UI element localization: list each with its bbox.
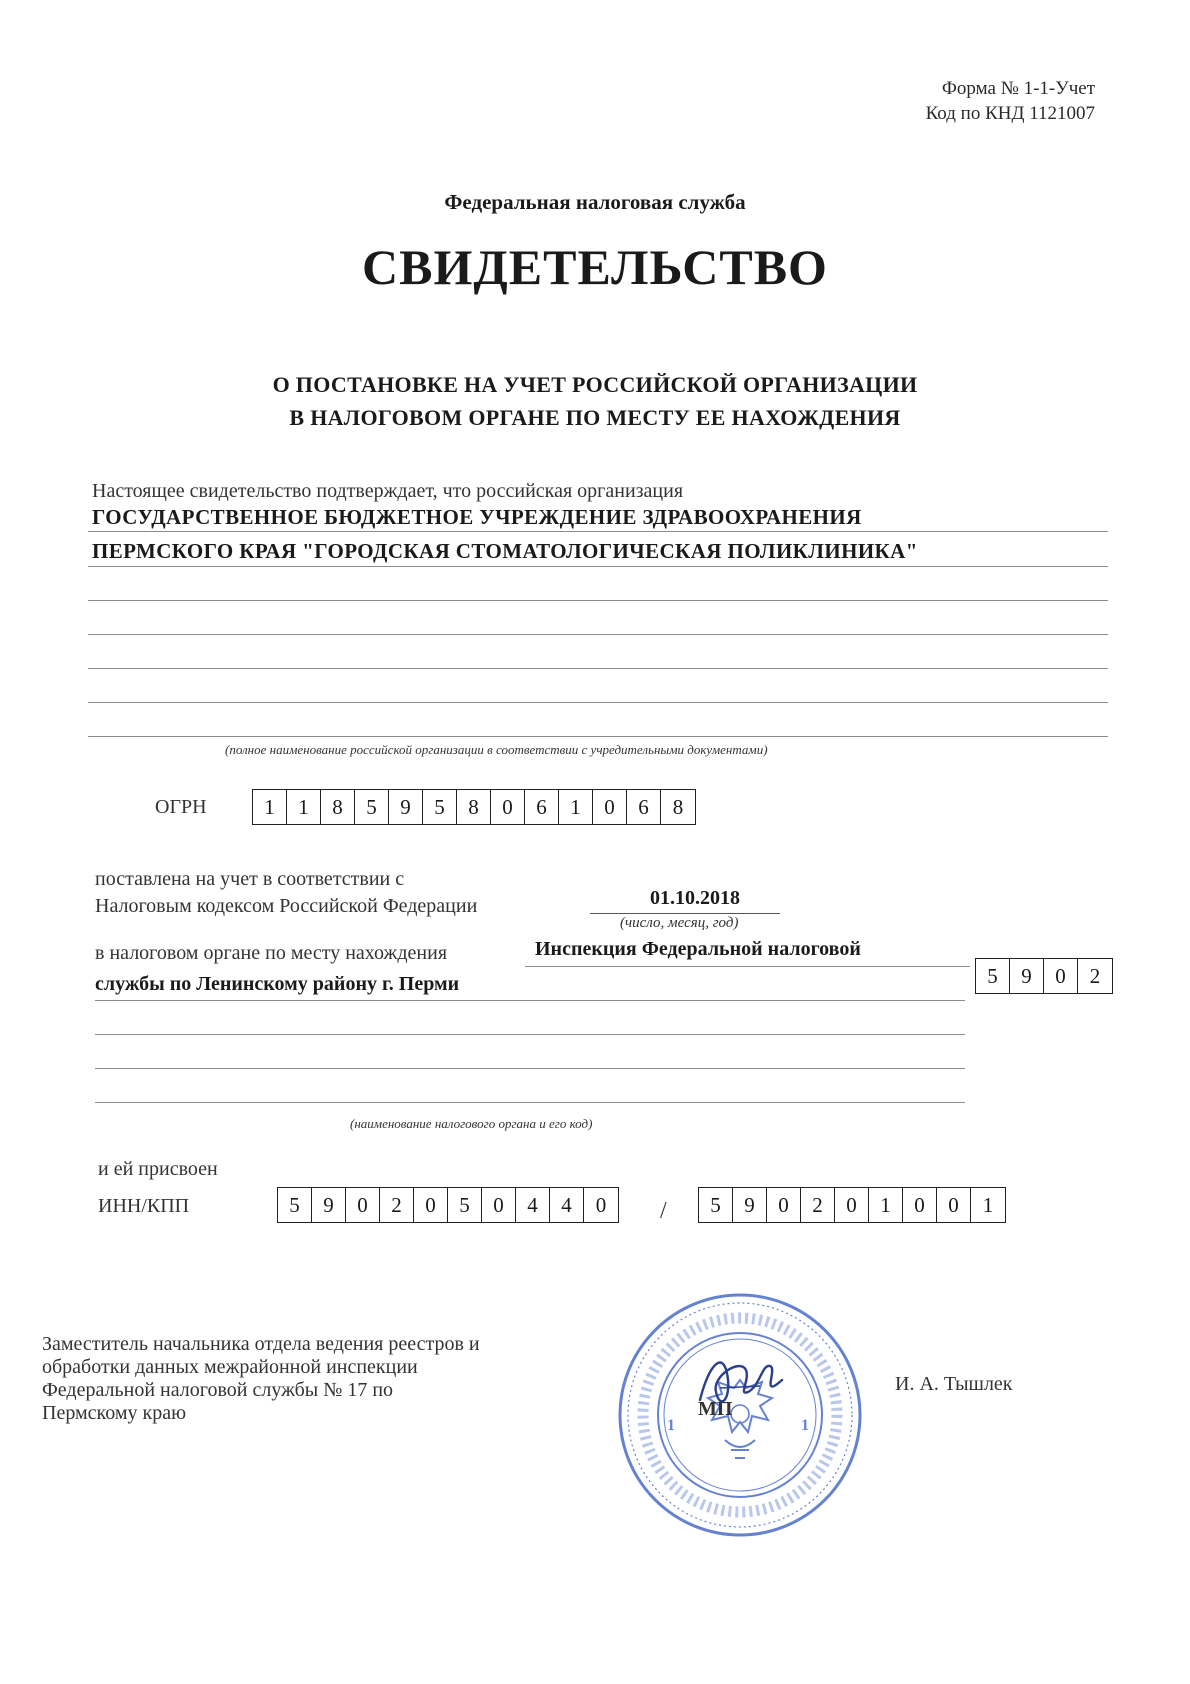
authority-name-line1: Инспекция Федеральной налоговой xyxy=(535,938,861,960)
digit-cell: 9 xyxy=(389,790,423,824)
ogrn-number xyxy=(252,789,696,825)
digit-cell: 8 xyxy=(672,794,684,819)
digit-cell: 0 xyxy=(593,790,627,824)
digit-cell: 6 xyxy=(627,790,661,824)
authority-label: в налоговом органе по месту нахождения xyxy=(95,942,448,964)
authority-caption: (наименование налогового органа и его код) xyxy=(350,1116,593,1131)
assigned-label: и ей присвоен xyxy=(98,1158,218,1180)
digit-cell: 9 xyxy=(312,1188,346,1222)
form-number: Форма № 1-1-Учет xyxy=(941,78,1095,99)
digit-cell: 1 xyxy=(559,790,593,824)
digit-cell: 6 xyxy=(525,790,559,824)
document-title: СВИДЕТЕЛЬСТВО xyxy=(362,239,828,295)
handwritten-signature xyxy=(690,1340,790,1420)
digit-cell: 5 xyxy=(278,1188,312,1222)
document-subtitle-line1: О ПОСТАНОВКЕ НА УЧЕТ РОССИЙСКОЙ ОРГАНИЗАЦИИ xyxy=(272,372,918,397)
digit-cell: 2 xyxy=(801,1188,835,1222)
digit-cell: 8 xyxy=(321,790,355,824)
signatory-position-line1: Заместитель начальника отдела ведения реестров и xyxy=(42,1333,480,1355)
digit-cell: 5 xyxy=(699,1188,733,1222)
divider xyxy=(88,668,1108,669)
digit-cell: 1 xyxy=(253,790,287,824)
divider xyxy=(88,600,1108,601)
divider xyxy=(88,531,1108,532)
digit-cell: 0 xyxy=(595,1192,607,1217)
divider xyxy=(88,566,1108,567)
digit-cell: 9 xyxy=(1010,959,1044,993)
digit-cell: 4 xyxy=(516,1188,550,1222)
divider xyxy=(88,634,1108,635)
digit-cell: 0 xyxy=(903,1188,937,1222)
digit-cell: 1 xyxy=(982,1192,994,1217)
date-underline xyxy=(590,913,780,914)
digit-cell: 5 xyxy=(423,790,457,824)
digit-cell: 1 xyxy=(287,790,321,824)
digit-cell: 0 xyxy=(414,1188,448,1222)
registration-date: 01.10.2018 xyxy=(650,887,740,909)
document-subtitle-line2: В НАЛОГОВОМ ОРГАНЕ ПО МЕСТУ ЕЕ НАХОЖДЕНИЯ xyxy=(289,405,901,430)
agency-name: Федеральная налоговая служба xyxy=(444,190,746,214)
kpp-number xyxy=(698,1187,1006,1223)
digit-cell: 4 xyxy=(550,1188,584,1222)
digit-cell: 0 xyxy=(835,1188,869,1222)
digit-cell: 0 xyxy=(937,1188,971,1222)
divider xyxy=(525,966,970,967)
intro-text: Настоящее свидетельство подтверждает, что российская организация xyxy=(92,480,684,502)
divider xyxy=(95,1000,965,1001)
signatory-position-line3: Федеральной налоговой службы № 17 по xyxy=(42,1379,394,1401)
registration-text-line2: Налоговым кодексом Российской Федерации xyxy=(95,895,478,917)
divider xyxy=(88,736,1108,737)
signatory-name: И. А. Тышлек xyxy=(895,1373,1013,1395)
digit-cell: 0 xyxy=(1044,959,1078,993)
digit-cell: 5 xyxy=(976,959,1010,993)
organization-name-caption: (полное наименование российской организации в соответствии с учредительными документами) xyxy=(225,742,768,757)
seal-digit: 1 xyxy=(801,1417,809,1434)
seal-digit: 1 xyxy=(667,1417,675,1434)
digit-cell: 1 xyxy=(869,1188,903,1222)
date-caption: (число, месяц, год) xyxy=(620,915,739,931)
stamp-place-mark: МП xyxy=(698,1398,733,1420)
authority-name-line2: службы по Ленинскому району г. Перми xyxy=(95,973,460,995)
digit-cell: 0 xyxy=(482,1188,516,1222)
authority-code xyxy=(975,958,1113,994)
inn-kpp-separator: / xyxy=(660,1198,667,1224)
digit-cell: 5 xyxy=(448,1188,482,1222)
signatory-position-line4: Пермскому краю xyxy=(42,1402,187,1424)
digit-cell: 2 xyxy=(1089,963,1101,988)
divider xyxy=(95,1068,965,1069)
divider xyxy=(95,1034,965,1035)
inn-number xyxy=(277,1187,619,1223)
digit-cell: 9 xyxy=(733,1188,767,1222)
digit-cell: 0 xyxy=(346,1188,380,1222)
digit-cell: 0 xyxy=(491,790,525,824)
ogrn-label: ОГРН xyxy=(155,796,207,818)
digit-cell: 8 xyxy=(457,790,491,824)
digit-cell: 0 xyxy=(767,1188,801,1222)
registration-text-line1: поставлена на учет в соответствии с xyxy=(95,868,405,890)
knd-code: Код по КНД 1121007 xyxy=(925,103,1095,124)
inn-kpp-label: ИНН/КПП xyxy=(98,1195,190,1217)
digit-cell: 5 xyxy=(355,790,389,824)
divider xyxy=(95,1102,965,1103)
signatory-position-line2: обработки данных межрайонной инспекции xyxy=(42,1356,418,1378)
divider xyxy=(88,702,1108,703)
organization-name-line1: ГОСУДАРСТВЕННОЕ БЮДЖЕТНОЕ УЧРЕЖДЕНИЕ ЗДРАВООХРАНЕНИЯ xyxy=(92,505,862,529)
digit-cell: 2 xyxy=(380,1188,414,1222)
organization-name-line2: ПЕРМСКОГО КРАЯ "ГОРОДСКАЯ СТОМАТОЛОГИЧЕСКАЯ ПОЛИКЛИНИКА" xyxy=(92,539,918,563)
